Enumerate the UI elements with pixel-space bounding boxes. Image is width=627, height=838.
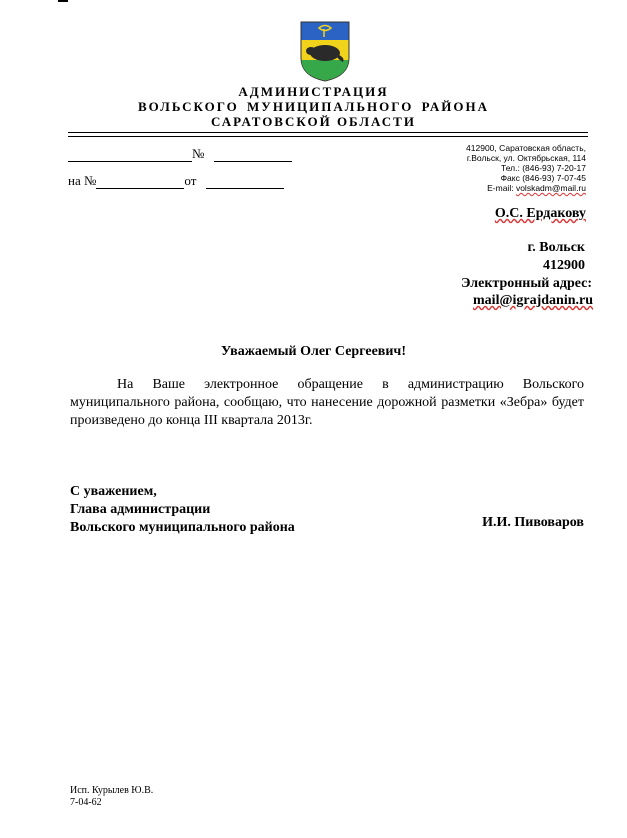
performer-name: Исп. Курылев Ю.В.: [70, 785, 154, 796]
letterhead-line-2: ВОЛЬСКОГО МУНИЦИПАЛЬНОГО РАЙОНА: [138, 99, 489, 114]
recipient-email-label: Электронный адрес:: [460, 276, 592, 291]
address-email-label: E-mail:: [487, 183, 514, 193]
signatory-title: Глава администрации: [70, 502, 211, 517]
address-email-row: [466, 183, 586, 193]
address-fax: Факс (846-93) 7-07-45: [500, 173, 586, 183]
address-phone: Тел.: (846-93) 7-20-17: [501, 163, 586, 173]
number-sign: №: [192, 146, 205, 161]
letterhead-line-1: АДМИНИСТРАЦИЯ: [238, 84, 389, 99]
header-divider-bottom: [68, 136, 588, 137]
top-edge-mark: [58, 0, 68, 2]
outgoing-number-field: [68, 146, 292, 162]
shield-base: [302, 60, 349, 81]
recipient-city: г. Вольск: [527, 240, 585, 255]
ot-label: от: [184, 173, 197, 188]
beaver-head: [306, 47, 316, 55]
salutation: Уважаемый Олег Сергеевич!: [221, 344, 406, 359]
letterhead-line-3: САРАТОВСКОЙ ОБЛАСТИ: [211, 114, 416, 129]
recipient-email: mail@igrajdanin.ru: [473, 293, 593, 308]
na-number-label: на №: [68, 173, 97, 188]
header-divider-top: [68, 132, 588, 133]
sender-address-block: [466, 143, 586, 193]
incoming-ref-field: [68, 173, 284, 189]
address-email: volskadm@mail.ru: [515, 183, 586, 193]
date-blank: [68, 147, 192, 162]
body-paragraph: На Ваше электронное обращение в администрацию Вольского муниципального района, сообщаю, что нанесение дорожной разметки «Зебра» будет произведено до конца III квартала 2013г.: [70, 377, 584, 428]
signature-block: [70, 483, 295, 537]
ref-date-blank: [206, 174, 284, 189]
number-blank: [214, 147, 292, 162]
recipient-name: О.С. Ердакову: [494, 206, 586, 221]
coat-of-arms-emblem: [299, 20, 351, 82]
ref-number-blank: [96, 174, 184, 189]
signatory-name: И.И. Пивоваров: [482, 515, 584, 530]
recipient-postcode: 412900: [543, 258, 585, 273]
address-line-1: 412900, Саратовская область,: [466, 143, 586, 153]
performer-block: [70, 785, 153, 809]
closing-phrase: С уважением,: [70, 484, 157, 499]
performer-phone: 7-04-62: [70, 797, 102, 808]
letter-body: [70, 376, 584, 430]
address-line-2: г.Вольск, ул. Октябрьская, 114: [466, 153, 586, 163]
signatory-organization: Вольского муниципального района: [70, 520, 295, 535]
